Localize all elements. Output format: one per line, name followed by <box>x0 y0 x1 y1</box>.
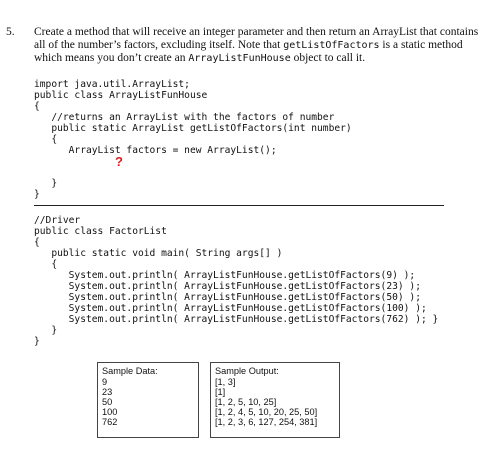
code-line: public static ArrayList getListOfFactors(int number) <box>34 123 352 134</box>
code-line: } <box>34 189 40 200</box>
class-name-code: ArrayListFunHouse <box>188 53 291 64</box>
code-line: } <box>34 336 40 347</box>
missing-code-question-mark: ? <box>115 154 123 169</box>
code-line: public class ArrayListFunHouse <box>34 90 208 101</box>
sample-data-row: 100 <box>102 407 118 417</box>
code-line: { <box>34 101 40 112</box>
code-line: System.out.println( ArrayListFunHouse.getListOfFactors(762) ); } <box>34 314 439 325</box>
sample-data-row: 9 <box>102 377 108 387</box>
arraylist-funhouse-code <box>34 79 352 200</box>
code-line: //returns an ArrayList with the factors of number <box>34 112 335 123</box>
code-line: public static void main( String args[] ) <box>34 248 283 259</box>
code-line: //Driver <box>34 215 81 226</box>
sample-output-box <box>210 362 340 438</box>
code-line: public class FactorList <box>34 226 167 237</box>
prompt-text-2: is a static method which means you don’t create an <box>34 38 463 64</box>
section-divider <box>34 205 444 206</box>
code-line: { <box>34 237 40 248</box>
code-line: System.out.println( ArrayListFunHouse.getListOfFactors(9) ); <box>34 270 416 281</box>
sample-data-box <box>97 362 199 438</box>
sample-data-row: 762 <box>102 417 118 427</box>
question-prompt <box>34 26 489 66</box>
code-line: } <box>34 178 58 189</box>
code-line: { <box>34 134 58 145</box>
sample-output-row: [1] <box>215 387 226 397</box>
code-line: import java.util.ArrayList; <box>34 79 190 90</box>
prompt-text-1: Create a method that will receive an integer parameter and then return an ArrayList that contains all of the number’s factors, excluding itself. Note that <box>34 26 479 51</box>
code-line: ArrayList factors = new ArrayList(); <box>34 145 277 156</box>
code-line: } <box>34 325 58 336</box>
sample-output-row: [1, 2, 4, 5, 10, 20, 25, 50] <box>215 407 318 417</box>
code-line: { <box>34 259 58 270</box>
sample-output-row: [1, 2, 5, 10, 25] <box>215 397 277 407</box>
sample-output-row: [1, 2, 3, 6, 127, 254, 381] <box>215 417 318 427</box>
code-line: System.out.println( ArrayListFunHouse.getListOfFactors(23) ); <box>34 281 421 292</box>
sample-data-title: Sample Data: <box>102 366 158 376</box>
prompt-text-3: object to call it. <box>290 52 366 64</box>
sample-output-title: Sample Output: <box>215 366 279 376</box>
code-line: System.out.println( ArrayListFunHouse.getListOfFactors(100) ); <box>34 303 427 314</box>
sample-output-row: [1, 3] <box>215 377 236 387</box>
driver-code <box>34 215 438 347</box>
sample-data-row: 50 <box>102 397 113 407</box>
code-line: System.out.println( ArrayListFunHouse.getListOfFactors(50) ); <box>34 292 421 303</box>
method-name-code: getListOfFactors <box>283 39 380 51</box>
sample-data-row: 23 <box>102 387 113 397</box>
question-number: 5. <box>6 26 15 38</box>
